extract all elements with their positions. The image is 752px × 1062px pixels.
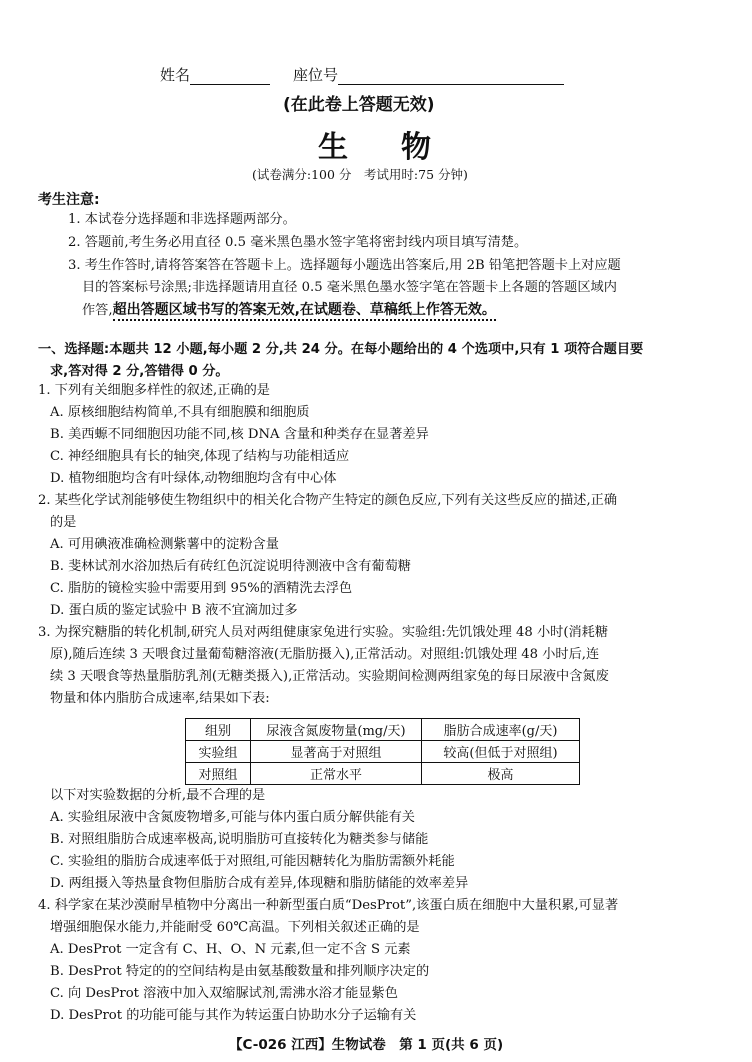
section-heading-line1: 一、选择题:本题共 12 小题,每小题 2 分,共 24 分。在每小题给出的 4 个选项中,只有 1 项符合题目要 <box>38 342 644 357</box>
question-prompt: 以下对实验数据的分析,最不合理的是 <box>50 788 266 803</box>
results-table <box>185 718 580 785</box>
table-cell: 实验组 <box>186 741 251 763</box>
table-header: 脂肪合成速率(g/天) <box>422 719 580 741</box>
question-option: D. 植物细胞均含有叶绿体,动物细胞均含有中心体 <box>50 471 337 486</box>
question-option: B. 对照组脂肪合成速率极高,说明脂肪可直接转化为糖类参与储能 <box>50 832 429 847</box>
instruction-item: 2. 答题前,考生务必用直径 0.5 毫米黑色墨水签字笔将密封线内项目填写清楚。 <box>68 235 528 250</box>
question-option: A. 原核细胞结构简单,不具有细胞膜和细胞质 <box>50 405 310 420</box>
instruction-text: 作答, <box>82 303 113 318</box>
question-option: D. 两组摄入等热量食物但脂肪合成有差异,体现糖和脂肪储能的效率差异 <box>50 876 469 891</box>
subject-title-left: 生 <box>318 130 348 165</box>
name-blank <box>190 69 270 85</box>
question-stem-cont: 物量和体内脂肪合成速率,结果如下表: <box>50 691 270 706</box>
subject-title-right: 物 <box>401 130 431 165</box>
instruction-emphasis: 超出答题区域书写的答案无效,在试题卷、草稿纸上作答无效。 <box>113 302 496 321</box>
question-option: C. 向 DesProt 溶液中加入双缩脲试剂,需沸水浴才能显紫色 <box>50 986 398 1001</box>
no-answer-notice: (在此卷上答题无效) <box>283 95 435 115</box>
seat-field <box>293 65 564 85</box>
exam-info: (试卷满分:100 分 考试用时:75 分钟) <box>252 167 468 182</box>
question-stem-cont: 增强细胞保水能力,并能耐受 60℃高温。下列相关叙述正确的是 <box>50 920 420 935</box>
question-option: B. DesProt 特定的的空间结构是由氨基酸数量和排列顺序决定的 <box>50 964 430 979</box>
question-option: A. 实验组尿液中含氮废物增多,可能与体内蛋白质分解供能有关 <box>50 810 415 825</box>
page-footer: 【C-026 江西】生物试卷 第 1 页(共 6 页) <box>229 1037 504 1053</box>
question-option: C. 实验组的脂肪合成速率低于对照组,可能因糖转化为脂肪需额外耗能 <box>50 854 455 869</box>
question-stem: 1. 下列有关细胞多样性的叙述,正确的是 <box>38 383 270 398</box>
instruction-item: 1. 本试卷分选择题和非选择题两部分。 <box>68 212 296 227</box>
question-option: C. 脂肪的镜检实验中需要用到 95%的酒精洗去浮色 <box>50 581 353 596</box>
table-cell: 较高(但低于对照组) <box>422 741 580 763</box>
table-row <box>186 741 580 763</box>
instruction-item <box>82 300 496 321</box>
question-stem-cont: 的是 <box>50 515 77 530</box>
name-label: 姓名 <box>160 66 191 84</box>
table-row <box>186 763 580 785</box>
question-option: B. 美西螈不同细胞因功能不同,核 DNA 含量和种类存在显著差异 <box>50 427 429 442</box>
question-stem-cont: 原),随后连续 3 天喂食过量葡萄糖溶液(无脂肪摄入),正常活动。对照组:饥饿处理 48 小时后,连 <box>50 647 600 662</box>
table-cell: 极高 <box>422 763 580 785</box>
question-stem: 2. 某些化学试剂能够使生物组织中的相关化合物产生特定的颜色反应,下列有关这些反应的描述,正确 <box>38 493 618 508</box>
seat-label: 座位号 <box>293 66 339 84</box>
table-cell: 对照组 <box>186 763 251 785</box>
seat-blank <box>338 69 564 85</box>
instructions-heading: 考生注意: <box>38 192 100 208</box>
instruction-item: 目的答案标号涂黑;非选择题请用直径 0.5 毫米黑色墨水签字笔在答题卡上各题的答题区域内 <box>82 280 617 295</box>
table-header: 尿液含氮废物量(mg/天) <box>251 719 422 741</box>
question-option: B. 斐林试剂水浴加热后有砖红色沉淀说明待测液中含有葡萄糖 <box>50 559 411 574</box>
question-option: D. DesProt 的功能可能与其作为转运蛋白协助水分子运输有关 <box>50 1008 417 1023</box>
question-stem: 3. 为探究糖脂的转化机制,研究人员对两组健康家兔进行实验。实验组:先饥饿处理 48 小时(消耗糖 <box>38 625 609 640</box>
question-stem: 4. 科学家在某沙漠耐旱植物中分离出一种新型蛋白质“DesProt”,该蛋白质在细胞中大量积累,可显著 <box>38 898 619 913</box>
name-field <box>160 65 270 85</box>
instruction-item: 3. 考生作答时,请将答案答在答题卡上。选择题每小题选出答案后,用 2B 铅笔把答题卡上对应题 <box>68 258 621 273</box>
question-option: A. DesProt 一定含有 C、H、O、N 元素,但一定不含 S 元素 <box>50 942 411 957</box>
section-heading-line2: 求,答对得 2 分,答错得 0 分。 <box>50 364 229 379</box>
table-header: 组别 <box>186 719 251 741</box>
table-header-row <box>186 719 580 741</box>
question-option: A. 可用碘液准确检测紫薯中的淀粉含量 <box>50 537 279 552</box>
table-cell: 显著高于对照组 <box>251 741 422 763</box>
question-option: D. 蛋白质的鉴定试验中 B 液不宜滴加过多 <box>50 603 298 618</box>
table-cell: 正常水平 <box>251 763 422 785</box>
question-option: C. 神经细胞具有长的轴突,体现了结构与功能相适应 <box>50 449 350 464</box>
question-stem-cont: 续 3 天喂食等热量脂肪乳剂(无糖类摄入),正常活动。实验期间检测两组家兔的每日尿液中含氮废 <box>50 669 609 684</box>
